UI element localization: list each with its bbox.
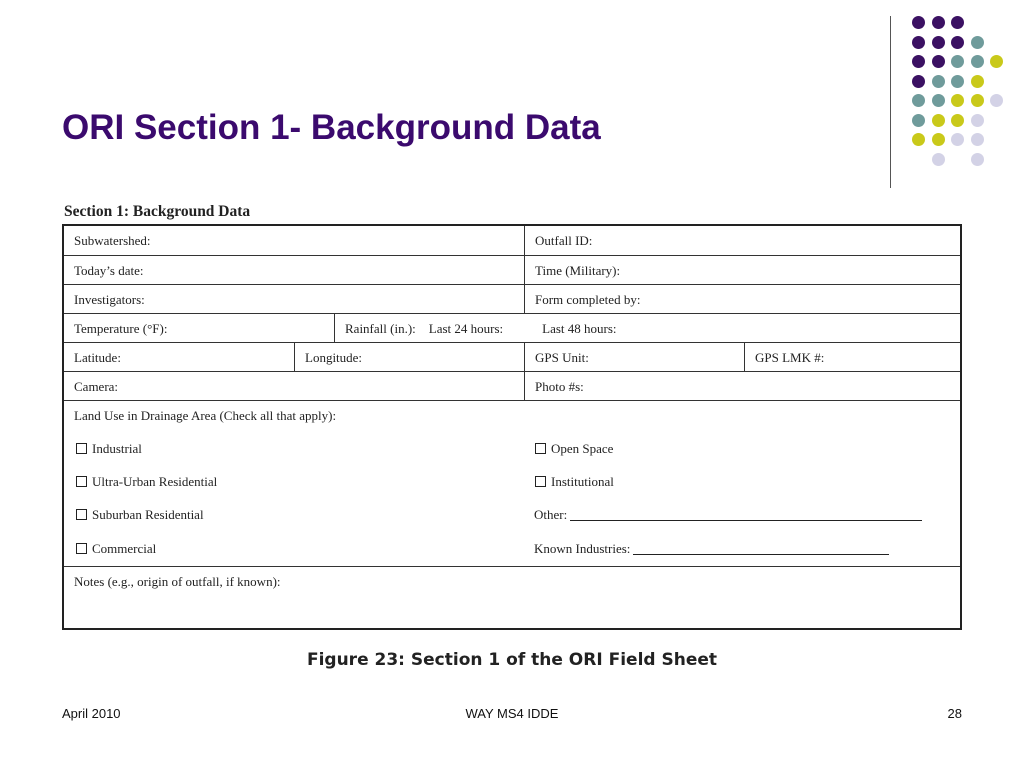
- land-use-known-industries: [534, 541, 889, 557]
- decorative-dot: [951, 114, 964, 127]
- decorative-dot: [951, 16, 964, 29]
- suburban-label: Suburban Residential: [92, 507, 204, 522]
- subwatershed-field: Subwatershed:: [74, 233, 151, 248]
- decorative-dot: [951, 36, 964, 49]
- other-blank-line: [570, 520, 922, 521]
- figure-caption: Figure 23: Section 1 of the ORI Field Sheet: [306, 650, 718, 670]
- decorative-dot: [990, 94, 1003, 107]
- decorative-dot: [971, 94, 984, 107]
- checkbox-open-space: [535, 443, 546, 454]
- checkbox-suburban: [76, 509, 87, 520]
- checkbox-industrial: [76, 443, 87, 454]
- sheet-heading: Section 1: Background Data: [64, 203, 251, 220]
- decorative-dot: [912, 36, 925, 49]
- notes-section: [64, 567, 960, 628]
- decorative-dot: [912, 55, 925, 68]
- decorative-dot: [971, 75, 984, 88]
- vertical-divider: [890, 16, 891, 188]
- decorative-dot: [951, 94, 964, 107]
- industrial-label: Industrial: [92, 441, 142, 456]
- decorative-dot: [932, 36, 945, 49]
- temperature-field: Temperature (°F):: [74, 321, 168, 336]
- decorative-dot: [932, 114, 945, 127]
- decorative-dot: [912, 114, 925, 127]
- checkbox-ultra-urban: [76, 476, 87, 487]
- ultra-urban-label: Ultra-Urban Residential: [92, 474, 218, 489]
- notes-label: Notes (e.g., origin of outfall, if known):: [74, 574, 281, 589]
- land-use-commercial: [76, 541, 156, 557]
- decorative-dot: [932, 153, 945, 166]
- footer-page-number: 28: [947, 706, 962, 721]
- land-use-industrial: [76, 441, 142, 457]
- decorative-dot: [932, 55, 945, 68]
- gps-lmk-field: GPS LMK #:: [744, 343, 960, 371]
- land-use-ultra-urban: [76, 474, 217, 490]
- known-industries-blank-line: [633, 554, 889, 555]
- decorative-dot: [932, 16, 945, 29]
- decorative-dot: [912, 133, 925, 146]
- time-military-field: Time (Military):: [524, 256, 960, 284]
- decorative-dot: [912, 16, 925, 29]
- rainfall-field: Rainfall (in.): Last 24 hours: Last 48 hours:: [334, 314, 960, 342]
- decorative-dot: [912, 94, 925, 107]
- gps-unit-field: GPS Unit:: [524, 343, 744, 371]
- form-row-temperature: [64, 314, 960, 343]
- investigators-field: Investigators:: [74, 292, 145, 307]
- latitude-field: Latitude:: [74, 350, 121, 365]
- photo-numbers-field: Photo #s:: [524, 372, 960, 400]
- known-industries-label: Known Industries:: [534, 541, 631, 556]
- camera-field: Camera:: [74, 379, 119, 394]
- other-label: Other:: [534, 507, 568, 522]
- land-use-other: [534, 507, 922, 523]
- commercial-label: Commercial: [92, 541, 157, 556]
- decorative-dot: [971, 114, 984, 127]
- land-use-institutional: [535, 474, 614, 490]
- form-row-camera: [64, 372, 960, 401]
- footer-date: April 2010: [62, 706, 121, 721]
- decorative-dot: [951, 75, 964, 88]
- outfall-id-field: Outfall ID:: [524, 226, 960, 255]
- decorative-dot: [932, 94, 945, 107]
- checkbox-commercial: [76, 543, 87, 554]
- decorative-dot: [990, 55, 1003, 68]
- form-row-date: [64, 256, 960, 285]
- footer-center-text: WAY MS4 IDDE: [465, 706, 559, 721]
- form-completed-by-field: Form completed by:: [524, 285, 960, 313]
- decorative-dot: [951, 133, 964, 146]
- longitude-field: Longitude:: [294, 343, 524, 371]
- form-row-location: [64, 343, 960, 372]
- land-use-suburban: [76, 507, 204, 523]
- decorative-dot: [951, 55, 964, 68]
- checkbox-institutional: [535, 476, 546, 487]
- slide-title: ORI Section 1- Background Data: [62, 108, 601, 147]
- institutional-label: Institutional: [551, 474, 614, 489]
- decorative-dot: [932, 75, 945, 88]
- land-use-open-space: [535, 441, 613, 457]
- land-use-section: [64, 401, 960, 567]
- decorative-dot: [971, 55, 984, 68]
- decorative-dot: [912, 75, 925, 88]
- todays-date-field: Today’s date:: [74, 263, 144, 278]
- decorative-dot: [932, 133, 945, 146]
- form-row-subwatershed: [64, 226, 960, 256]
- land-use-label: Land Use in Drainage Area (Check all that apply):: [74, 408, 337, 423]
- open-space-label: Open Space: [551, 441, 614, 456]
- decorative-dot: [971, 153, 984, 166]
- form-row-investigators: [64, 285, 960, 314]
- decorative-dot-grid: [0, 0, 1024, 200]
- decorative-dot: [971, 36, 984, 49]
- decorative-dot: [971, 133, 984, 146]
- background-data-form: [62, 224, 962, 630]
